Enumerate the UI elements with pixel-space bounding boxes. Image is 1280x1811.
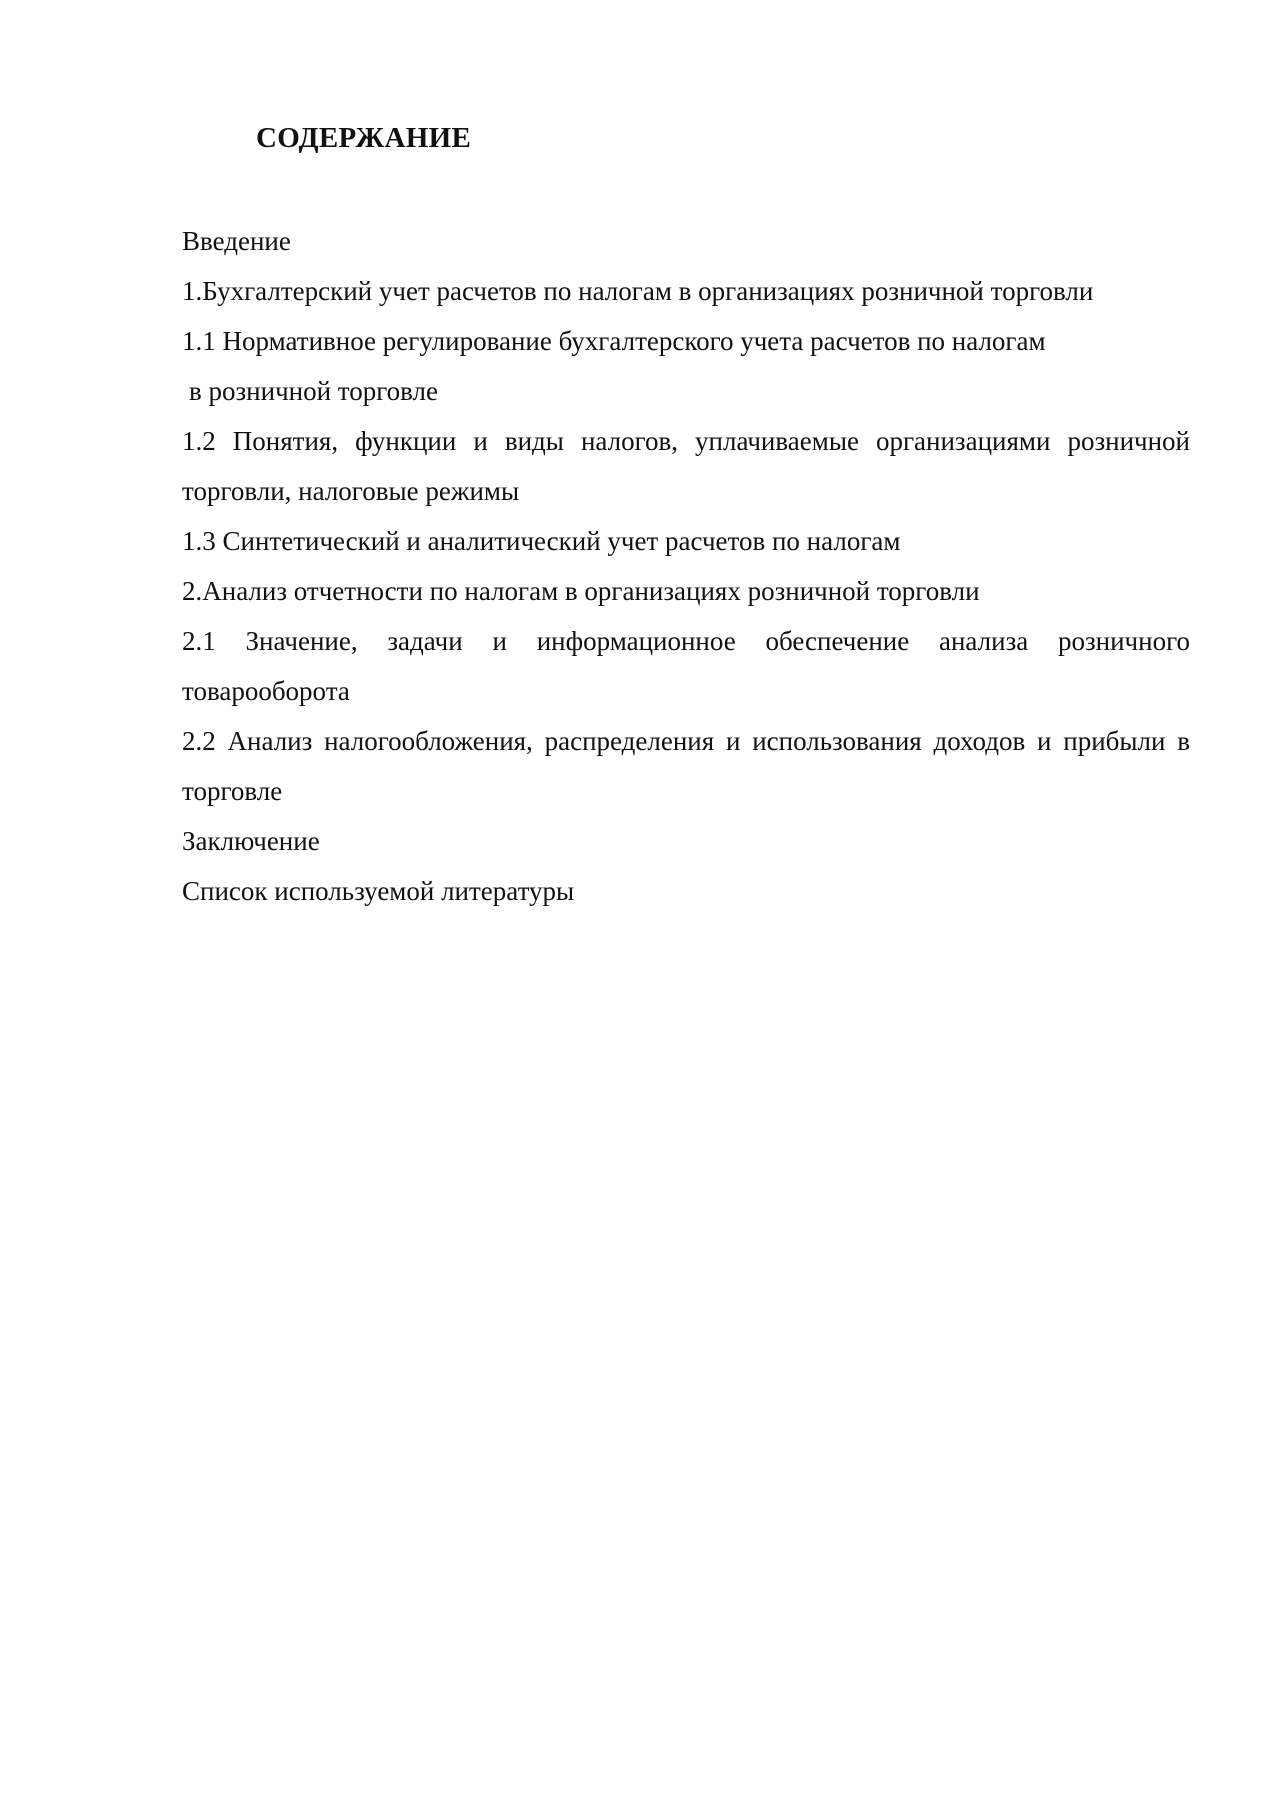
toc-item-references: Список используемой литературы xyxy=(182,876,575,906)
toc-item-section-1-1-line-2: в розничной торговле xyxy=(189,376,438,406)
toc-item-conclusion: Заключение xyxy=(182,826,320,856)
toc-item-introduction: Введение xyxy=(182,226,291,256)
toc-item-section-1-2: 1.2 Понятия, функции и виды налогов, уплачиваемые организациями розничной торговли, налоговые режимы xyxy=(182,426,1190,506)
toc-item-section-1-3: 1.3 Синтетический и аналитический учет расчетов по налогам xyxy=(182,526,901,556)
page-title: СОДЕРЖАНИЕ xyxy=(256,122,472,154)
toc-item-chapter-2: 2.Анализ отчетности по налогам в организациях розничной торговли xyxy=(182,576,980,606)
toc-item-chapter-1: 1.Бухгалтерский учет расчетов по налогам в организациях розничной торговли xyxy=(182,276,1094,306)
toc-item-section-1-1 xyxy=(182,316,1190,416)
toc-item-section-2-2: 2.2 Анализ налогообложения, распределения и использования доходов и прибыли в торговле xyxy=(182,726,1190,806)
table-of-contents xyxy=(182,216,1190,916)
toc-item-section-1-1-line-1: 1.1 Нормативное регулирование бухгалтерского учета расчетов по налогам xyxy=(182,326,1046,356)
toc-item-section-2-1: 2.1 Значение, задачи и информационное обеспечение анализа розничного товарооборота xyxy=(182,626,1190,706)
